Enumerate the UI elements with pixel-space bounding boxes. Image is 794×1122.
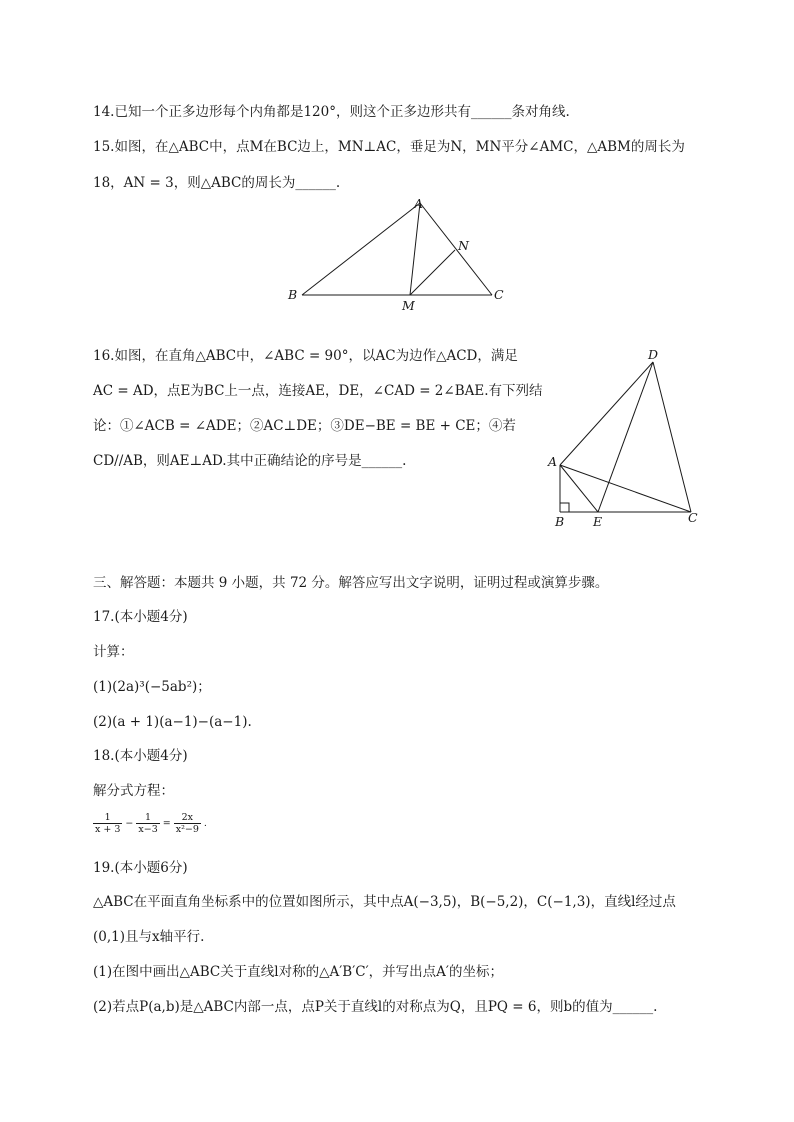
fraction-2-numerator: 1: [136, 812, 159, 824]
equals-sign: =: [162, 818, 171, 829]
label-c: C: [494, 287, 504, 302]
q19-item-1: (1)在图中画出△ABC关于直线l对称的△A′B′C′，并写出点A′的坐标；: [93, 964, 503, 980]
fraction-1: [93, 812, 122, 835]
q16-line-4: CD//AB，则AE⊥AD.其中正确结论的序号是______.: [93, 453, 407, 469]
segment-ad: [560, 362, 653, 465]
q17-title: 17.(本小题4分): [93, 609, 188, 625]
q17-item-1: (1)(2a)³(−5ab²)；: [93, 679, 211, 695]
label-m: M: [402, 298, 415, 313]
right-angle-mark: [560, 503, 569, 512]
fraction-3-denominator: x²−9: [175, 824, 199, 835]
q19-line-2: (0,1)且与x轴平行.: [93, 929, 205, 945]
label-a: A: [548, 454, 558, 469]
label-c: C: [688, 510, 698, 525]
q18-equation: [93, 812, 207, 835]
fraction-2-denominator: x−3: [138, 824, 158, 835]
q19-title: 19.(本小题6分): [93, 860, 188, 876]
label-d: D: [648, 347, 659, 362]
label-a: A: [414, 196, 424, 211]
minus-sign: −: [125, 818, 134, 829]
fraction-2: [136, 812, 159, 835]
label-b: B: [288, 287, 298, 302]
segment-de: [598, 362, 653, 512]
label-b: B: [555, 514, 565, 529]
period: .: [203, 818, 207, 829]
q18-prompt: 解分式方程：: [93, 783, 174, 799]
q19-line-1: △ABC在平面直角坐标系中的位置如图所示，其中点A(−3,5)，B(−5,2)，C(−1,3)，直线l经过点: [93, 894, 676, 910]
q16-line-1: 16.如图，在直角△ABC中，∠ABC = 90°，以AC为边作△ACD，满足: [93, 348, 518, 364]
segment-ac: [560, 465, 691, 512]
segment-ba: [302, 203, 420, 295]
q16-triangle-figure: [540, 345, 710, 535]
segment-ac: [420, 203, 492, 295]
q17-item-2: (2)(a + 1)(a−1)−(a−1).: [93, 714, 252, 730]
fraction-3: [174, 812, 201, 835]
q17-prompt: 计算：: [93, 644, 134, 660]
q15-line-1: 15.如图，在△ABC中，点M在BC边上，MN⊥AC，垂足为N，MN平分∠AMC，△ABM的周长为: [93, 139, 685, 155]
segment-mn: [410, 250, 455, 295]
segment-am: [410, 203, 420, 295]
q19-item-2: (2)若点P(a,b)是△ABC内部一点，点P关于直线l的对称点为Q，且PQ = 6，则b的值为______.: [93, 999, 658, 1015]
q15-triangle-figure: [280, 192, 510, 317]
q16-line-2: AC = AD，点E为BC上一点，连接AE，DE，∠CAD = 2∠BAE.有下列结: [93, 383, 543, 399]
fraction-1-numerator: 1: [93, 812, 122, 824]
q16-line-3: 论：①∠ACB = ∠ADE；②AC⊥DE；③DE−BE = BE + CE；④若: [93, 418, 516, 434]
q14-text: 14.已知一个正多边形每个内角都是120°，则这个正多边形共有______条对角线.: [93, 104, 570, 120]
label-n: N: [458, 238, 469, 253]
segment-dc: [653, 362, 691, 512]
fraction-1-denominator: x + 3: [95, 824, 121, 835]
q15-line-2: 18，AN = 3，则△ABC的周长为______.: [93, 175, 341, 191]
fraction-3-numerator: 2x: [174, 812, 201, 824]
section-3-heading: 三、解答题：本题共 9 小题，共 72 分。解答应写出文字说明，证明过程或演算步骤。: [93, 575, 609, 591]
q18-title: 18.(本小题4分): [93, 748, 188, 764]
label-e: E: [593, 514, 603, 529]
